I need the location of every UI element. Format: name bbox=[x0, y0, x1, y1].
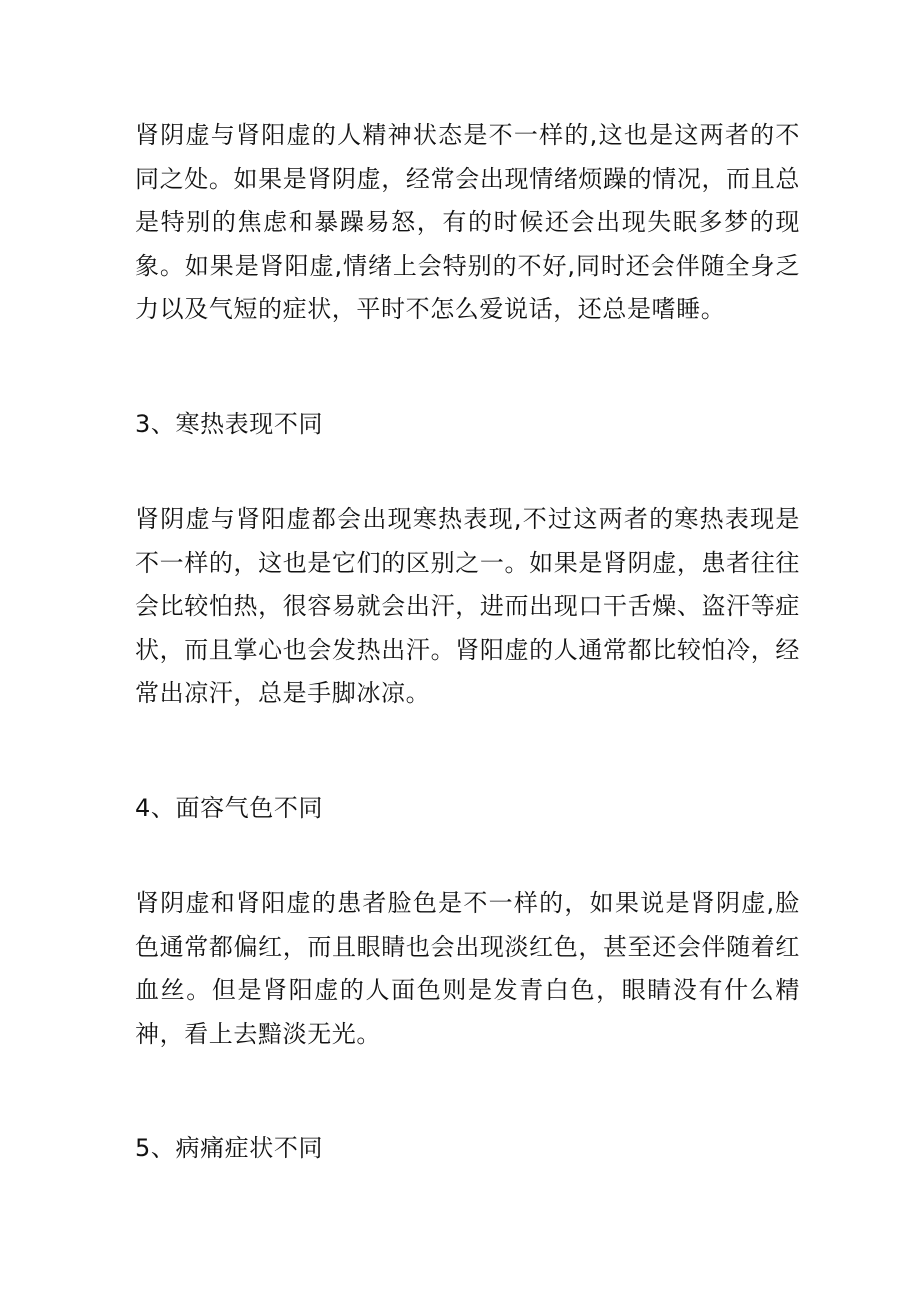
heading-symptoms: 5、病痛症状不同 bbox=[135, 1134, 324, 1162]
heading-cold-heat: 3、寒热表现不同 bbox=[135, 410, 324, 438]
paragraph-complexion: 肾阴虚和肾阳虚的患者脸色是不一样的，如果说是肾阴虚,脸色通常都偏红，而且眼睛也会出现淡红色，甚至还会伴随着红血丝。但是肾阳虚的人面色则是发青白色，眼睛没有什么精神，看上去黯淡无光。 bbox=[135, 889, 800, 1048]
heading-complexion: 4、面容气色不同 bbox=[135, 794, 324, 822]
paragraph-mental-state: 肾阴虚与肾阳虚的人精神状态是不一样的,这也是这两者的不同之处。如果是肾阴虚，经常会出现情绪烦躁的情况，而且总是特别的焦虑和暴躁易怒，有的时候还会出现失眠多梦的现象。如果是肾阳虚,情绪上会特别的不好,同时还会伴随全身乏力以及气短的症状，平时不怎么爱说话，还总是嗜睡。 bbox=[135, 121, 800, 323]
paragraph-cold-heat: 肾阴虚与肾阳虚都会出现寒热表现,不过这两者的寒热表现是不一样的，这也是它们的区别之一。如果是肾阴虚，患者往往会比较怕热，很容易就会出汗，进而出现口干舌燥、盗汗等症状，而且掌心也会发热出汗。肾阳虚的人通常都比较怕冷，经常出凉汗，总是手脚冰凉。 bbox=[135, 505, 800, 707]
